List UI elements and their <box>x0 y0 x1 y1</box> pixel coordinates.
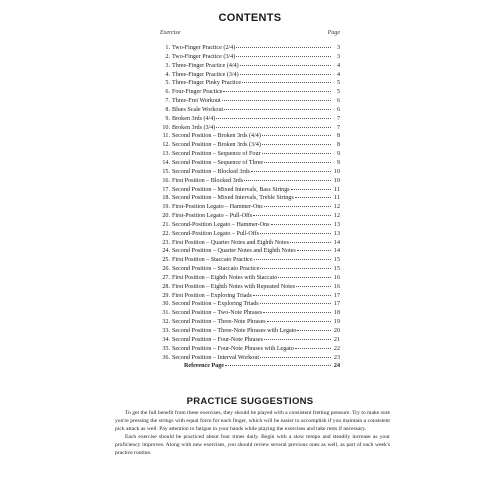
toc-entry-title: Three-Finger Practice (4/4) <box>172 62 239 69</box>
toc-entry-title: Second Position – Quarter Notes and Eighth Notes <box>172 248 296 255</box>
dot-leader <box>262 147 331 154</box>
toc-entry-number: 1. <box>165 45 170 51</box>
dot-leader <box>225 359 331 366</box>
dot-leader <box>224 103 331 110</box>
toc-entry-page: 22 <box>333 345 340 352</box>
toc-entry-page: 10 <box>333 177 340 184</box>
toc-entry-title: First Position – Eighth Notes with Staccato <box>172 274 278 281</box>
dot-leader <box>240 68 331 75</box>
toc-entry-page: 18 <box>333 310 340 317</box>
toc-entry-number: 26. <box>162 266 170 273</box>
toc-entry-title: Second Position – Sequence of Four <box>172 151 261 158</box>
toc-entry-number: 18. <box>162 195 170 202</box>
toc-entry-page: 8 <box>336 133 340 140</box>
toc-entry-page: 4 <box>336 62 340 69</box>
toc-entry-title: Second Position – Sequence of Three <box>172 159 264 166</box>
toc-entry-page: 14 <box>333 248 340 255</box>
exercise-column-header: Exercise <box>160 30 181 36</box>
dot-leader <box>240 59 331 66</box>
toc-entry-page: 3 <box>336 45 340 51</box>
toc-entry-number: 21. <box>162 221 170 228</box>
toc-entry-number: 16. <box>162 177 170 184</box>
toc-entry-number: 36. <box>162 354 170 361</box>
dot-leader <box>264 333 331 340</box>
toc-entry-page: 16 <box>333 283 340 290</box>
toc-entry-title: Three-Finger Practice (3/4) <box>172 71 239 78</box>
toc-entry-page: 16 <box>333 274 340 281</box>
toc-entry-number: 5. <box>165 80 170 87</box>
toc-entry-title: Second Position – Broken 3rds (3/4) <box>172 142 261 149</box>
toc-entry-number: 14. <box>162 159 170 166</box>
toc-entry-page: 11 <box>334 195 340 202</box>
toc-entry-page: 9 <box>336 159 340 166</box>
toc-entry-number: 2. <box>165 53 170 60</box>
toc-entry-number: 27. <box>162 274 170 281</box>
table-of-contents <box>160 42 340 369</box>
dot-leader <box>295 342 331 349</box>
toc-entry-page: 17 <box>333 301 340 308</box>
toc-entry-page: 3 <box>336 53 340 60</box>
toc-reference-entry <box>160 360 340 369</box>
toc-entry-title: Second Position – Exploring Triads <box>172 301 259 308</box>
toc-entry-number: 11. <box>162 133 170 140</box>
dot-leader <box>267 315 331 322</box>
toc-entry-title: Two-Finger Practice (2/4) <box>172 45 236 51</box>
toc-entry-number: 25. <box>162 257 170 264</box>
toc-entry-number: 32. <box>162 319 170 326</box>
toc-entry-page: 7 <box>336 124 340 131</box>
toc-entry-title: First Position – Exploring Triads <box>172 292 252 299</box>
toc-entry-title: Second-Position Legato – Hammer-Ons <box>172 221 270 228</box>
toc-entry-page: 4 <box>336 71 340 78</box>
toc-entry-title: First Position – Blocked 3rds <box>172 177 244 184</box>
toc-entry-page: 14 <box>333 239 340 246</box>
toc-entry-title: First Position – Eighth Notes with Repeated Notes <box>172 283 296 290</box>
toc-entry-number: 13. <box>162 151 170 158</box>
toc-entry-number: 15. <box>162 168 170 175</box>
toc-entry-number: 9. <box>165 115 170 122</box>
dot-leader <box>297 324 331 331</box>
dot-leader <box>251 165 331 172</box>
toc-entry-title: Second Position – Mixed Intervals, Bass Strings <box>172 186 290 193</box>
toc-entry-title: First Position – Staccato Practice <box>172 257 253 264</box>
toc-entry-title: Two-Finger Practice (3/4) <box>172 53 236 60</box>
toc-entry-number: 35. <box>162 345 170 352</box>
dot-leader <box>271 218 331 225</box>
dot-leader <box>295 191 331 198</box>
toc-entry-page: 20 <box>333 328 340 334</box>
toc-entry-page: 23 <box>333 354 340 361</box>
dot-leader <box>236 50 331 57</box>
toc-entry-title: Second Position – Four-Note Phrases <box>172 336 263 343</box>
toc-entry-page: 5 <box>336 80 340 87</box>
toc-entry-number: 17. <box>162 186 170 193</box>
dot-leader <box>253 209 331 216</box>
toc-entry-number: 20. <box>162 213 170 220</box>
toc-entry-number: 30. <box>162 301 170 308</box>
toc-entry-title: Second Position – Four-Note Phrases with Legato <box>172 345 294 352</box>
toc-entry-title: Four-Finger Practice <box>172 89 223 96</box>
dot-leader <box>263 306 331 313</box>
toc-entry-number: 7. <box>165 98 170 105</box>
dot-leader <box>223 85 331 92</box>
toc-entry-page: 12 <box>333 204 340 211</box>
toc-entry-title: Second Position – Interval Workout <box>172 354 260 361</box>
toc-entry-number: 22. <box>162 230 170 237</box>
toc-entry-page: 6 <box>336 98 340 105</box>
toc-entry-page: 7 <box>336 115 340 122</box>
dot-leader <box>262 138 331 145</box>
dot-leader <box>253 289 331 296</box>
dot-leader <box>290 236 331 243</box>
toc-entry-title: Second Position – Mixed Intervals, Treble Strings <box>172 195 294 202</box>
toc-entry-title: First Position – Quarter Notes and Eighth Notes <box>172 239 289 246</box>
dot-leader <box>264 200 331 207</box>
dot-leader <box>291 183 331 190</box>
dot-leader <box>244 174 331 181</box>
toc-entry-number: 3. <box>165 62 170 69</box>
toc-entry-title: Second-Position Legato – Pull-Offs <box>172 230 260 237</box>
toc-entry-number: 31. <box>162 310 170 317</box>
reference-page-number: 24 <box>333 363 340 370</box>
toc-entry-number: 19. <box>162 204 170 211</box>
toc-entry-page: 5 <box>336 89 340 96</box>
dot-leader <box>222 94 331 101</box>
toc-entry-title: Second Position – Broken 3rds (4/4) <box>172 133 261 140</box>
toc-entry-page: 19 <box>333 319 340 326</box>
practice-suggestions-body <box>115 410 390 457</box>
toc-entry-page: 9 <box>336 151 340 158</box>
toc-entry-number: 23. <box>162 239 170 246</box>
toc-entry-title: Blues Scale Workout <box>172 106 224 113</box>
toc-entry-number: 8. <box>165 106 170 113</box>
toc-entry-title: Second Position – Blocked 3rds <box>172 168 250 175</box>
toc-entry-title: Three-Fret Workout <box>172 98 221 105</box>
dot-leader <box>260 262 331 269</box>
toc-entry-title: Broken 3rds (3/4) <box>172 124 216 131</box>
dot-leader <box>264 156 331 163</box>
practice-paragraph: To get the full benefit from these exercises, they should be played with a consistent fretting pressure. Try to make sure you're pressing the strings with equal force for each finger, which will be easier to accomplish if you maintain a consistent pick attack as well. Pay attention to fatigue in your hands while playing the exercises and take rests if necessary. <box>115 410 390 432</box>
toc-entry-page: 17 <box>333 292 340 299</box>
toc-entry-number: 33. <box>162 328 170 334</box>
reference-page-title: Reference Page <box>184 363 224 370</box>
toc-entry-title: First-Position Legato – Pull-Offs <box>172 213 253 220</box>
toc-entry-title: Broken 3rds (4/4) <box>172 115 216 122</box>
toc-entry-page: 15 <box>333 257 340 264</box>
toc-entry-number: 29. <box>162 292 170 299</box>
toc-entry-page: 13 <box>333 221 340 228</box>
dot-leader <box>296 280 331 287</box>
toc-entry-number: 12. <box>162 142 170 149</box>
dot-leader <box>242 76 331 83</box>
toc-column-headers <box>160 30 340 40</box>
toc-entry-page: 10 <box>333 168 340 175</box>
toc-entry-number: 28. <box>162 283 170 290</box>
dot-leader <box>260 351 331 358</box>
toc-entry-page: 8 <box>336 142 340 149</box>
dot-leader <box>254 253 331 260</box>
toc-entry-number: 4. <box>165 71 170 78</box>
toc-entry-number: 24. <box>162 248 170 255</box>
practice-paragraph: Each exercise should be practiced about four times daily. Begin with a slow tempo and steadily increase as your proficiency improves. Along with new exercises, you should review several previous ones as well, as part of each week's practice routine. <box>115 433 390 456</box>
dot-leader <box>260 297 331 304</box>
toc-entry-number: 34. <box>162 336 170 343</box>
dot-leader <box>260 227 331 234</box>
dot-leader <box>216 121 331 128</box>
dot-leader <box>278 271 331 278</box>
toc-entry-page: 12 <box>333 213 340 220</box>
dot-leader <box>236 41 331 48</box>
toc-entry-title: First-Position Legato – Hammer-Ons <box>172 204 263 211</box>
dot-leader <box>216 112 331 119</box>
toc-entry-number: 10. <box>162 124 170 131</box>
toc-entry-title: Second Position – Three-Note Phrases <box>172 319 266 326</box>
practice-suggestions-heading: PRACTICE SUGGESTIONS <box>186 396 314 407</box>
toc-entry-number: 6. <box>165 89 170 96</box>
toc-entry-title: Second Position – Two-Note Phrases <box>172 310 263 317</box>
dot-leader <box>297 244 331 251</box>
toc-entry-page: 6 <box>336 106 340 113</box>
toc-entry-title: Three-Finger Pinky Practice <box>172 80 242 87</box>
dot-leader <box>262 129 331 136</box>
toc-entry-title: Second Position – Three-Note Phrases with Legato <box>172 328 297 334</box>
page-column-header: Page <box>327 30 340 36</box>
toc-entry-title: Second Position – Staccato Practice <box>172 266 260 273</box>
contents-heading: CONTENTS <box>218 12 282 24</box>
toc-entry-page: 21 <box>333 336 340 343</box>
toc-entry-page: 15 <box>333 266 340 273</box>
toc-entry-page: 13 <box>333 230 340 237</box>
toc-entry-page: 11 <box>334 186 340 193</box>
